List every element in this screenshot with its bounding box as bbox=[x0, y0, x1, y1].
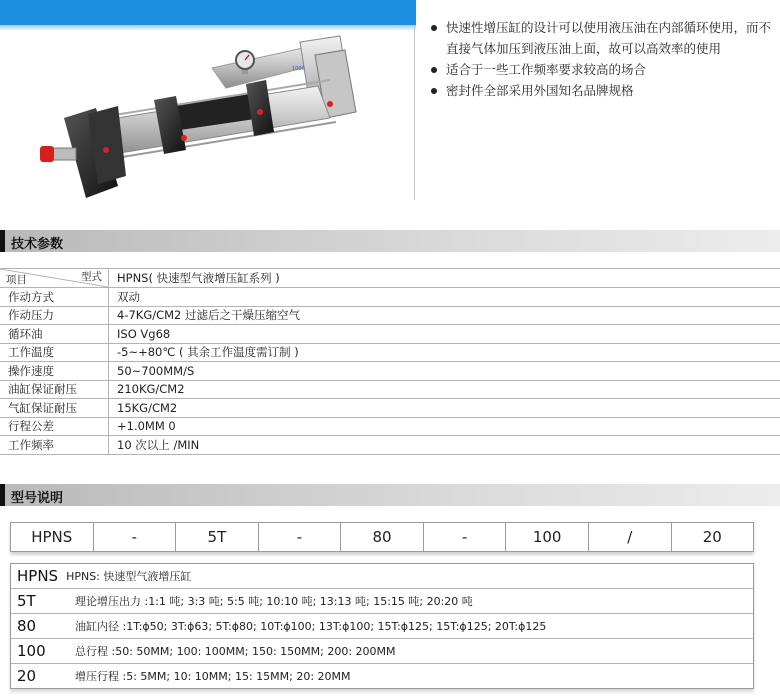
spec-row bbox=[0, 436, 780, 455]
spec-value: 15KG/CM2 bbox=[109, 399, 780, 418]
description-row bbox=[11, 564, 753, 589]
spec-row bbox=[0, 417, 780, 436]
description-text: 理论增压出力 :1:1 吨; 3:3 吨; 5:5 吨; 10:10 吨; 13:13 吨; 15:15 吨; 20:20 吨 bbox=[75, 595, 473, 608]
spec-label: 气缸保证耐压 bbox=[0, 399, 109, 418]
spec-value: ISO Vg68 bbox=[109, 325, 780, 344]
model-description-table bbox=[10, 563, 754, 689]
spec-row bbox=[0, 325, 780, 344]
spec-label: 作动压力 bbox=[0, 306, 109, 325]
spec-corner-cell bbox=[0, 269, 109, 288]
spec-row bbox=[0, 306, 780, 325]
corner-type-label: 型式 bbox=[81, 271, 102, 283]
spec-value: +1.0MM 0 bbox=[109, 417, 780, 436]
spec-label: 工作频率 bbox=[0, 436, 109, 455]
spec-row bbox=[0, 399, 780, 418]
spec-table bbox=[0, 268, 780, 455]
product-hero bbox=[0, 0, 416, 200]
spec-label: 作动方式 bbox=[0, 288, 109, 307]
spec-row bbox=[0, 288, 780, 307]
description-row bbox=[11, 589, 753, 614]
description-row bbox=[11, 664, 753, 688]
code-separator: / bbox=[589, 523, 672, 551]
code-separator: - bbox=[424, 523, 507, 551]
spec-value: 10 次以上 /MIN bbox=[109, 436, 780, 455]
cylinder-product-image bbox=[0, 0, 416, 200]
model-section-header bbox=[0, 484, 780, 506]
description-code: HPNS bbox=[17, 567, 59, 585]
description-code: 20 bbox=[17, 667, 37, 685]
spec-section-title: 技术参数 bbox=[11, 237, 64, 252]
model-code-bar bbox=[10, 522, 754, 552]
feature-list bbox=[428, 17, 773, 101]
spec-series-value: HPNS( 快速型气液增压缸系列 ) bbox=[109, 269, 780, 288]
section-marker bbox=[0, 230, 5, 252]
spec-label: 油缸保证耐压 bbox=[0, 380, 109, 399]
description-code: 80 bbox=[17, 617, 37, 635]
spec-value: -5~+80℃ ( 其余工作温度需订制 ) bbox=[109, 343, 780, 362]
code-part: 20 bbox=[702, 528, 722, 546]
description-row bbox=[11, 614, 753, 639]
code-part: 80 bbox=[341, 523, 424, 551]
model-section-title: 型号说明 bbox=[11, 491, 64, 506]
code-part: 100 bbox=[506, 523, 589, 551]
description-text: 增压行程 :5: 5MM; 10: 10MM; 15: 15MM; 20: 20MM bbox=[75, 670, 351, 683]
spec-header-row bbox=[0, 269, 780, 288]
spec-row bbox=[0, 343, 780, 362]
code-part: HPNS bbox=[11, 523, 94, 551]
spec-label: 工作温度 bbox=[0, 343, 109, 362]
description-code: 100 bbox=[17, 642, 46, 660]
spec-value: 双动 bbox=[109, 288, 780, 307]
spec-section-header bbox=[0, 230, 780, 252]
code-separator: - bbox=[94, 523, 177, 551]
description-text: 总行程 :50: 50MM; 100: 100MM; 150: 150MM; 200: 200MM bbox=[75, 645, 396, 658]
description-code: 5T bbox=[17, 592, 36, 610]
code-separator: - bbox=[259, 523, 342, 551]
spec-label: 操作速度 bbox=[0, 362, 109, 381]
feature-item: 快速性增压缸的设计可以使用液压油在内部循环使用，而不直接气体加压到液压油上面，故可以高效率的使用 bbox=[428, 17, 773, 59]
description-text: HPNS: 快速型气液增压缸 bbox=[66, 570, 192, 583]
spec-label: 循环油 bbox=[0, 325, 109, 344]
code-part: 5T bbox=[176, 523, 259, 551]
spec-value: 210KG/CM2 bbox=[109, 380, 780, 399]
spec-row bbox=[0, 380, 780, 399]
spec-row bbox=[0, 362, 780, 381]
description-row bbox=[11, 639, 753, 664]
spec-value: 50~700MM/S bbox=[109, 362, 780, 381]
corner-item-label: 项目 bbox=[6, 274, 27, 286]
gauge-label: 1000 bbox=[292, 66, 305, 72]
section-marker bbox=[0, 484, 5, 506]
description-text: 油缸内径 :1T:ϕ50; 3T:ϕ63; 5T:ϕ80; 10T:ϕ100; 13T:ϕ100; 15T:ϕ125; 15T:ϕ125; 20T:ϕ125 bbox=[75, 620, 547, 633]
feature-item: 适合于一些工作频率要求较高的场合 bbox=[428, 59, 773, 80]
feature-item: 密封件全部采用外国知名品牌规格 bbox=[428, 80, 773, 101]
spec-value: 4-7KG/CM2 过滤后之干燥压缩空气 bbox=[109, 306, 780, 325]
spec-label: 行程公差 bbox=[0, 417, 109, 436]
